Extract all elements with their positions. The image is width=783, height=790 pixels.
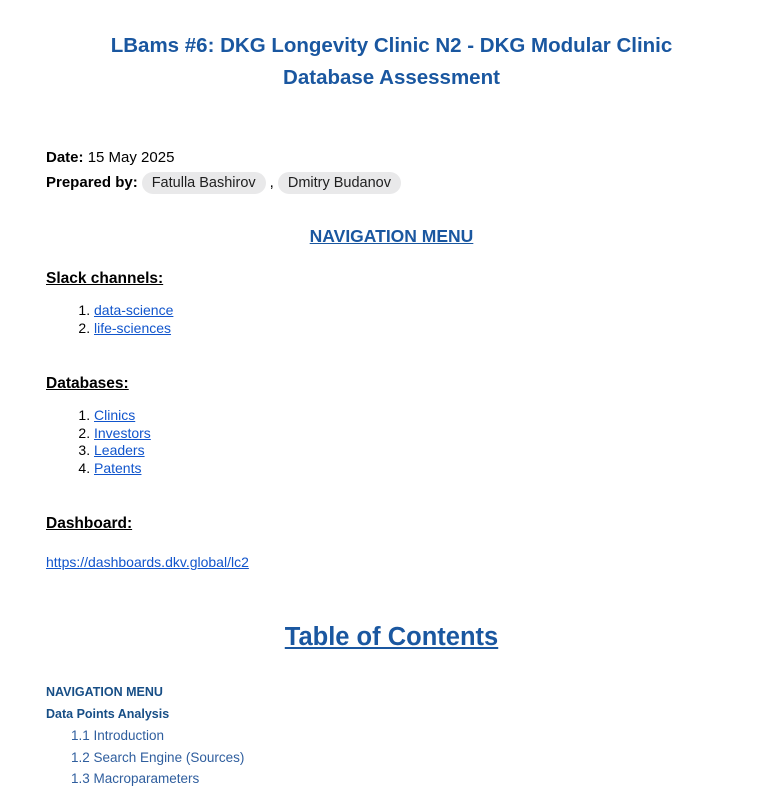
- list-item: [94, 320, 737, 338]
- dashboard-link[interactable]: https://dashboards.dkv.global/lc2: [46, 554, 249, 570]
- list-item: [94, 442, 737, 460]
- link-life-sciences[interactable]: life-sciences: [94, 319, 172, 336]
- toc-entry-data-points-analysis[interactable]: Data Points Analysis: [46, 706, 170, 721]
- link-investors[interactable]: Investors: [94, 424, 151, 441]
- list-item: [94, 425, 737, 443]
- prepared-by-line: [46, 171, 737, 195]
- dashboard-link-row: [46, 554, 737, 571]
- page-title: LBams #6: DKG Longevity Clinic N2 - DKG Modular Clinic Database Assessment: [110, 34, 673, 89]
- table-of-contents: [46, 682, 737, 790]
- date-value: 15 May 2025: [87, 149, 175, 166]
- list-item: [94, 460, 737, 478]
- link-clinics[interactable]: Clinics: [94, 407, 136, 423]
- databases-list: [46, 407, 737, 477]
- date-line: [46, 147, 737, 169]
- link-data-science[interactable]: data-science: [94, 302, 174, 318]
- link-leaders[interactable]: Leaders: [94, 442, 145, 458]
- navigation-menu-heading: NAVIGATION MENU: [309, 226, 474, 246]
- section-dashboard: [46, 515, 737, 571]
- prepared-by-label: Prepared by:: [46, 174, 138, 191]
- list-item: [94, 302, 737, 320]
- author-chip[interactable]: Fatulla Bashirov: [142, 172, 266, 194]
- slack-channels-list: [46, 302, 737, 337]
- author-separator: ,: [269, 174, 274, 191]
- section-slack-channels: [46, 270, 737, 337]
- author-chip[interactable]: Dmitry Budanov: [278, 172, 401, 194]
- databases-heading: Databases:: [46, 375, 129, 392]
- section-databases: [46, 375, 737, 477]
- slack-channels-heading: Slack channels:: [46, 270, 164, 287]
- toc-entry-introduction[interactable]: 1.1 Introduction: [71, 728, 165, 743]
- date-label: Date:: [46, 149, 84, 166]
- toc-entry-macroparameters[interactable]: 1.3 Macroparameters: [71, 771, 200, 786]
- dashboard-heading: Dashboard:: [46, 515, 133, 532]
- toc-entry-search-engine-sources[interactable]: 1.2 Search Engine (Sources): [71, 749, 245, 765]
- table-of-contents-heading: Table of Contents: [284, 623, 499, 651]
- toc-entry-navigation-menu[interactable]: NAVIGATION MENU: [46, 685, 163, 699]
- list-item: [94, 407, 737, 425]
- link-patents[interactable]: Patents: [94, 459, 142, 476]
